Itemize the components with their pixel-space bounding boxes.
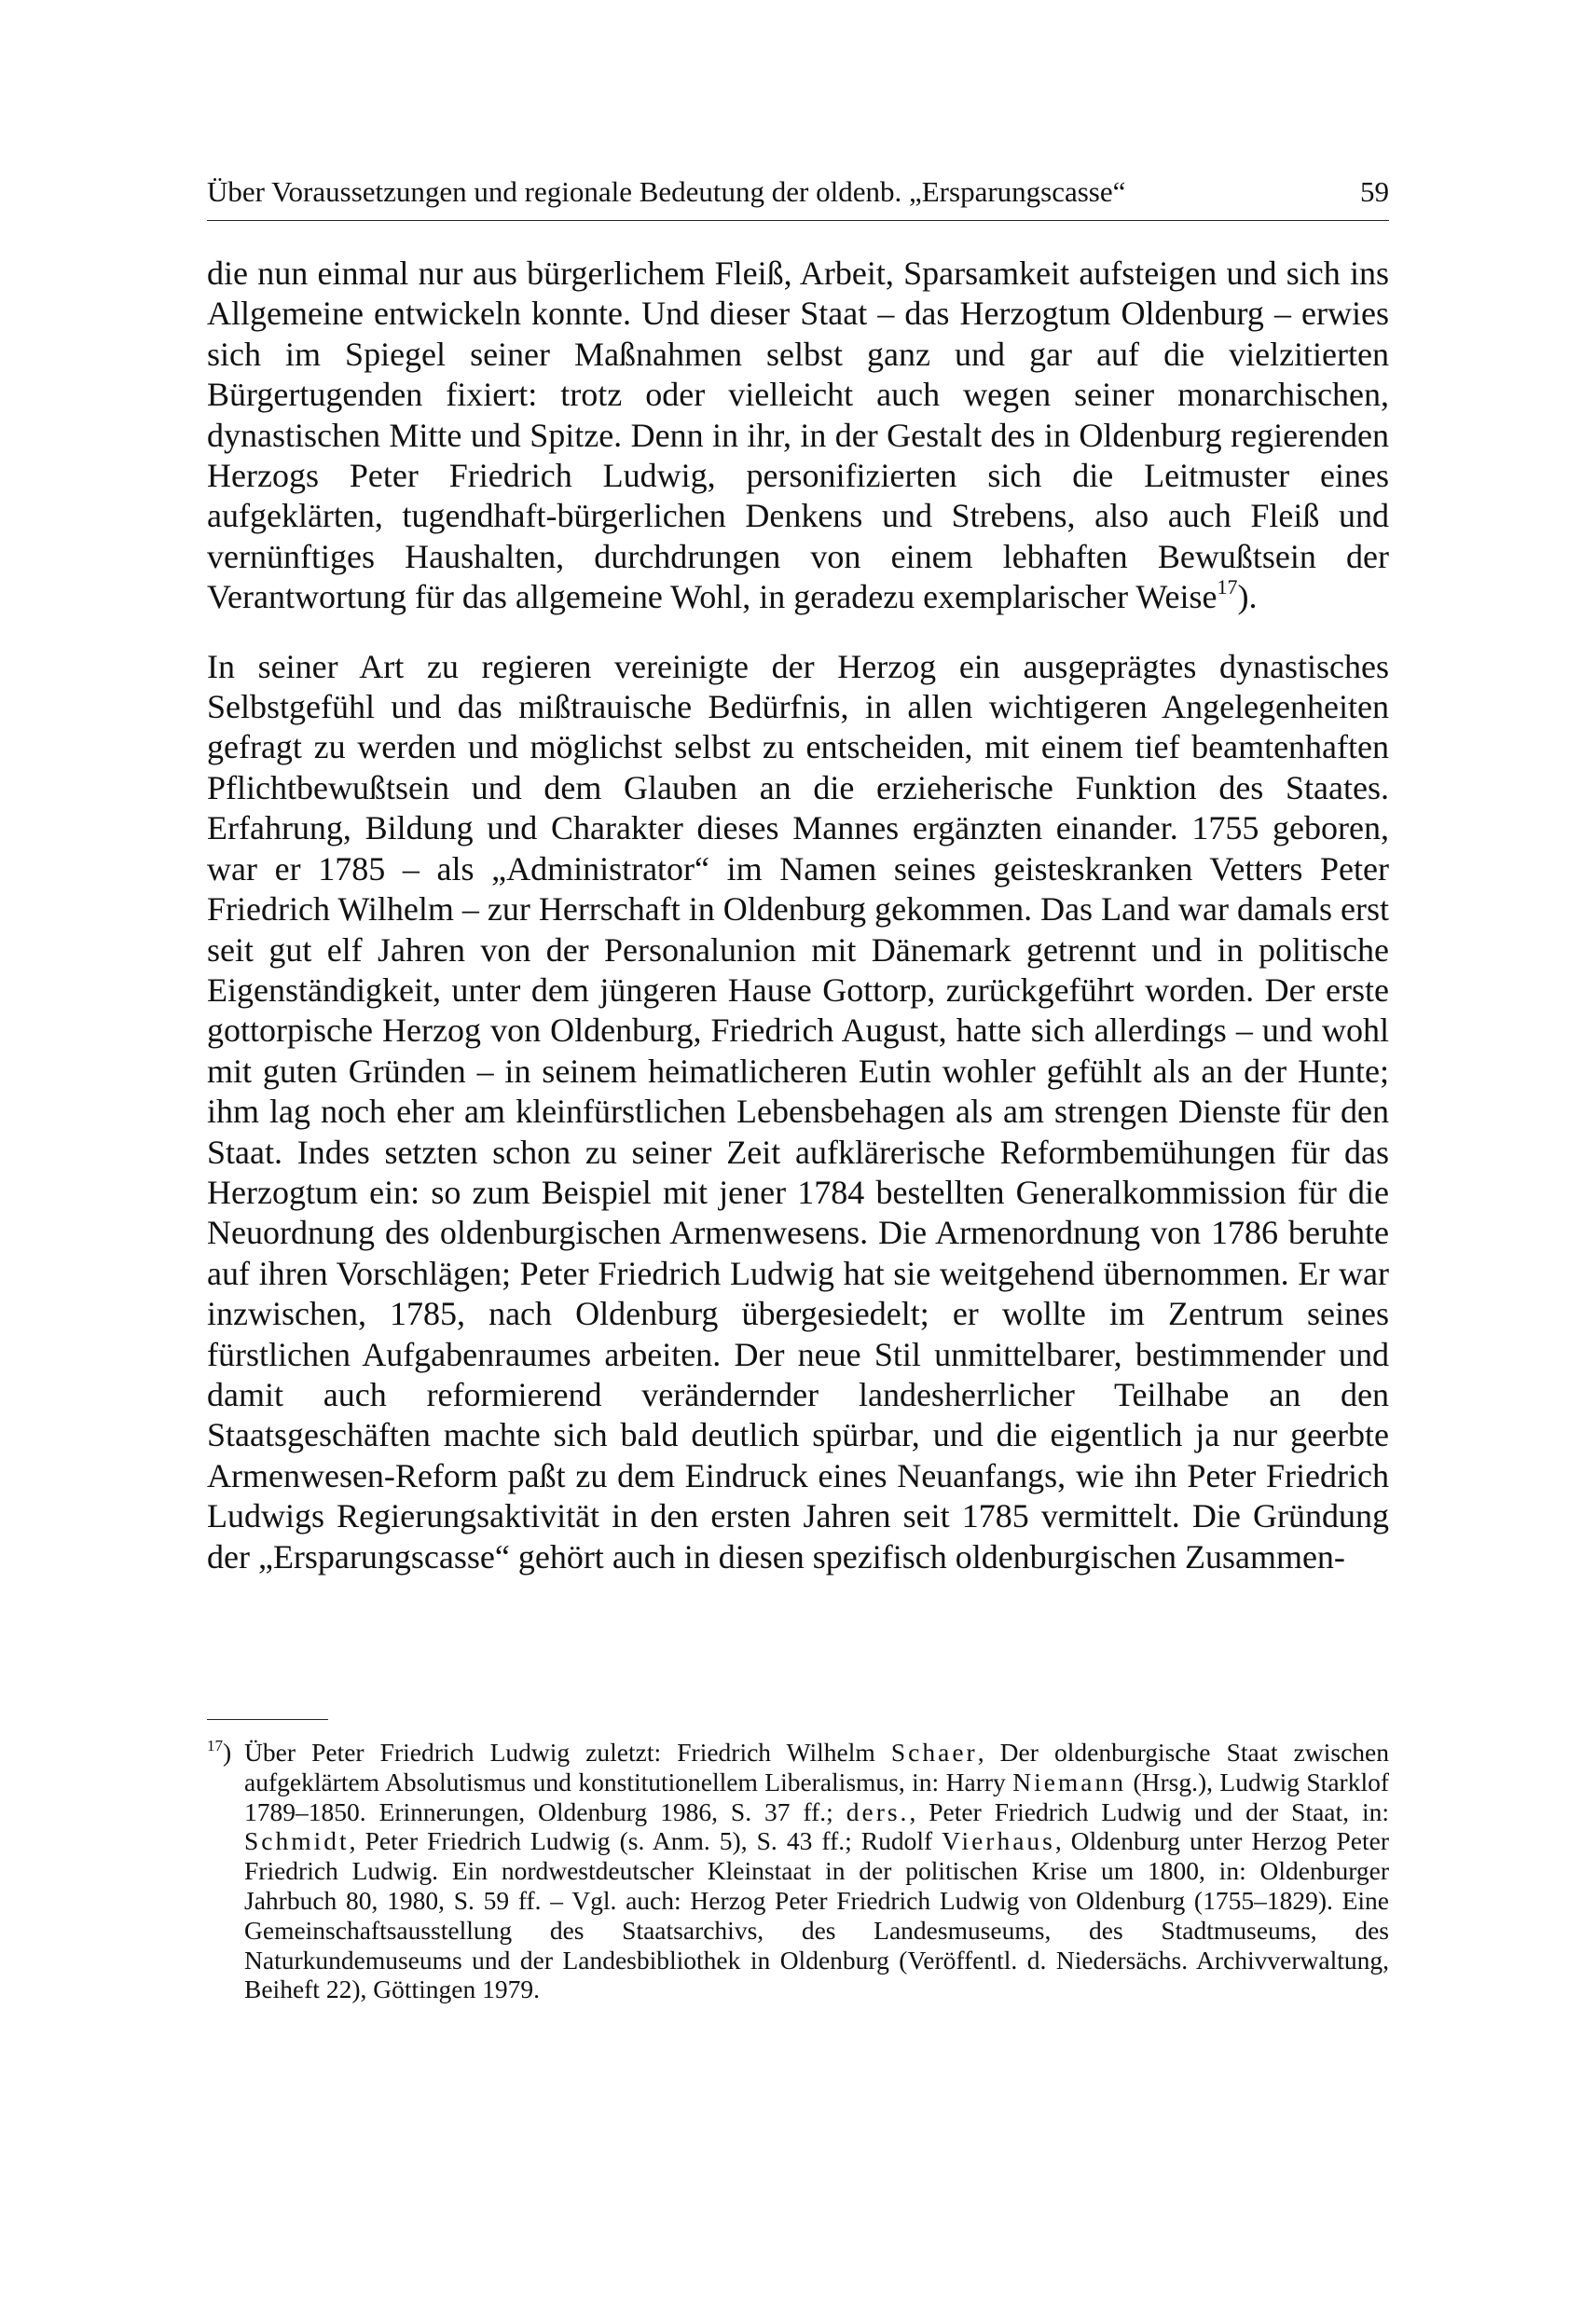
author-name: Schmidt (244, 1826, 350, 1856)
footnote-marker (207, 1738, 231, 1768)
footnote-text (207, 1738, 1389, 2004)
paragraph-1-text: die nun einmal nur aus bürgerlichem Fleiß, Arbeit, Sparsamkeit aufsteigen und sich ins Allgemeine entwickeln konnte. Und dieser Staat – das Herzogtum Oldenburg – erwies sich im Spiegel seiner Maßnahmen selbst ganz und gar auf die vielzitierten Bürgertugenden fixiert: trotz oder vielleicht auch wegen seiner monarchischen, dynastischen Mitte und Spitze. Denn in ihr, in der Gestalt des in Oldenburg regierenden Herzogs Peter Friedrich Ludwig, personifizierten sich die Leitmuster eines aufgeklärten, tugendhaft-bürgerlichen Denkens und Strebens, also auch Fleiß und vernünftiges Haushalten, durchdrungen von einem lebhaften Bewußtsein der Verantwortung für das allgemeine Wohl, in geradezu exemplarischer Weise (207, 255, 1389, 616)
paragraph-1-end: ). (1237, 578, 1258, 616)
header-rule (207, 220, 1389, 221)
footnote-reference: 17 (1217, 575, 1238, 599)
footnote-17 (207, 1738, 1389, 2004)
author-name: Schaer (890, 1738, 978, 1767)
running-head-title: Über Voraussetzungen und regionale Bedeutung der oldenb. „Ersparungscasse“ (207, 175, 1126, 208)
footnote-rule (207, 1719, 328, 1720)
footnote-text-part: , Peter Friedrich Ludwig und der Staat, in: (909, 1796, 1389, 1826)
footnote-text-part: , Der oldenburgische Staat zwischen aufgeklärtem Absolutismus und konstitutionellem Liberalismus, in: Harry (244, 1738, 1390, 1796)
footnote-text-part: Über Peter Friedrich Ludwig zuletzt: Friedrich Wilhelm (244, 1738, 891, 1767)
author-name: Niemann (1012, 1767, 1127, 1796)
footnote-marker-paren: ) (223, 1738, 232, 1767)
paragraph-1 (207, 254, 1389, 618)
author-name: ders. (846, 1796, 910, 1826)
page-number: 59 (1360, 175, 1389, 208)
author-name: Vierhaus (942, 1826, 1055, 1856)
footnote-text-part: (Hrsg.), Ludwig Starklof 1789–1850. Erinnerungen, Oldenburg 1986, S. 37 ff.; (244, 1767, 1389, 1826)
body-text (207, 254, 1389, 1577)
book-page (207, 0, 1389, 2312)
footnote-marker-number: 17 (207, 1737, 223, 1755)
footnote-text-part: , Oldenburg unter Herzog Peter Friedrich Ludwig. Ein nordwestdeutscher Kleinstaat in der politischen Krise um 1800, in: Oldenburger Jahrbuch 80, 1980, S. 59 ff. – Vgl. auch: Herzog Peter Friedrich Ludwig von Oldenburg (1755–1829). Eine Gemeinschaftsausstellung des Staatsarchivs, des Landesmuseums, des Stadtmuseums, des Naturkundemuseums und der Landesbibliothek in Oldenburg (Veröffentl. d. Niedersächs. Archivverwaltung, Beiheft 22), Göttingen 1979. (244, 1826, 1389, 2004)
paragraph-2: In seiner Art zu regieren vereinigte der Herzog ein ausgeprägtes dynastisches Selbstgefühl und das mißtrauische Bedürfnis, in allen wichtigeren Angelegenheiten gefragt zu werden und möglichst selbst zu entscheiden, mit einem tief beamtenhaften Pflichtbewußtsein und dem Glauben an die erzieherische Funktion des Staates. Erfahrung, Bildung und Charakter dieses Mannes ergänzten einander. 1755 geboren, war er 1785 – als „Administrator“ im Namen seines geisteskranken Vetters Peter Friedrich Wilhelm – zur Herrschaft in Oldenburg gekommen. Das Land war damals erst seit gut elf Jahren von der Personalunion mit Dänemark getrennt und in politische Eigenständigkeit, unter dem jüngeren Hause Gottorp, zurückgeführt worden. Der erste gottorpische Herzog von Oldenburg, Friedrich August, hatte sich allerdings – und wohl mit guten Gründen – in seinem heimatlicheren Eutin wohler gefühlt als an der Hunte; ihm lag noch eher am kleinfürstlichen Lebensbehagen als am strengen Dienste für den Staat. Indes setzten schon zu seiner Zeit aufklärerische Reformbemühungen für das Herzogtum ein: so zum Beispiel mit jener 1784 bestellten Generalkommission für die Neuordnung des oldenburgischen Armenwesens. Die Armenordnung von 1786 beruhte auf ihren Vorschlägen; Peter Friedrich Ludwig hat sie weitgehend übernommen. Er war inzwischen, 1785, nach Oldenburg übergesiedelt; er wollte im Zentrum seines fürstlichen Aufgabenraumes arbeiten. Der neue Stil unmittelbarer, bestimmender und damit auch reformierend verändernder landesherrlicher Teilhabe an den Staatsgeschäften machte sich bald deutlich spürbar, und die eigentlich ja nur geerbte Armenwesen-Reform paßt zu dem Eindruck eines Neuanfangs, wie ihn Peter Friedrich Ludwigs Regierungsaktivität in den ersten Jahren seit 1785 vermittelt. Die Gründung der „Ersparungscasse“ gehört auch in diesen spezifisch oldenburgischen Zusammen- (207, 647, 1389, 1576)
footnote-text-part: , Peter Friedrich Ludwig (s. Anm. 5), S. 43 ff.; Rudolf (349, 1826, 942, 1856)
